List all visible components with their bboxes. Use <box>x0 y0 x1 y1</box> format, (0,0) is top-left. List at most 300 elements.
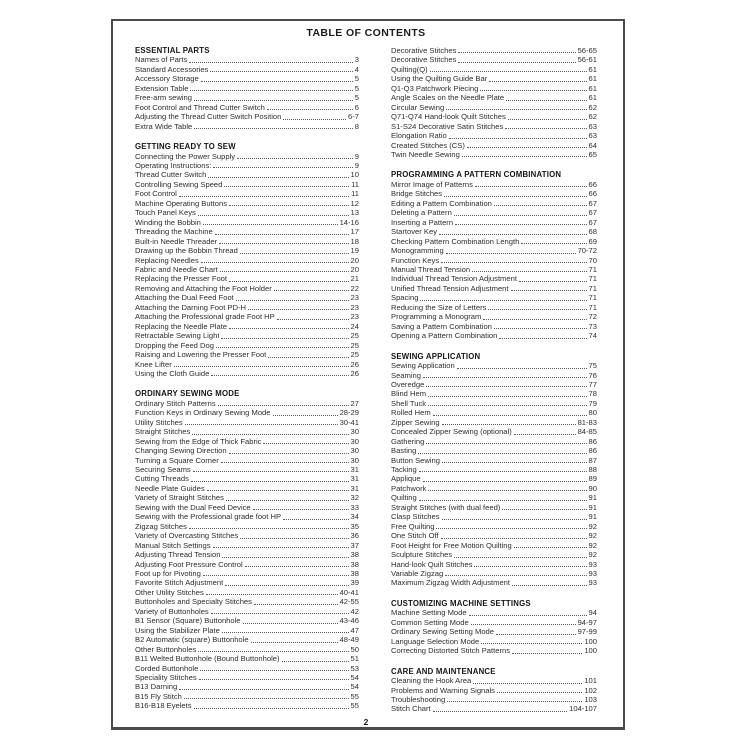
toc-entry-page: 71 <box>588 293 597 303</box>
toc-entry <box>135 664 359 673</box>
toc-entry-page: 66 <box>588 179 597 189</box>
toc-entry <box>391 608 597 617</box>
toc-entry-label: Using the Stabilizer Plate <box>135 625 220 635</box>
toc-entry-page: 69 <box>588 236 597 246</box>
toc-entry <box>135 531 359 540</box>
toc-entry-page: 14-16 <box>339 217 359 227</box>
toc-entry-label: Overedge <box>391 379 425 389</box>
toc-entry-label: Sewing with the Dual Feed Device <box>135 502 251 512</box>
dotted-leader <box>203 575 349 576</box>
toc-entry-label: Function Keys <box>391 255 440 265</box>
toc-entry <box>135 578 359 587</box>
section-header: SEWING APPLICATION <box>391 351 481 361</box>
toc-entry <box>391 550 597 559</box>
toc-entry <box>391 227 597 236</box>
toc-entry <box>391 569 597 578</box>
toc-entry <box>135 493 359 502</box>
toc-entry-page: 67 <box>588 208 597 218</box>
toc-entry-label: Maximum Zigzag Width Adjustment <box>391 578 511 588</box>
toc-entry-label: Variety of Overcasting Stitches <box>135 531 239 541</box>
toc-entry-page: 86 <box>588 446 597 456</box>
toc-entry-label: Extension Table <box>135 83 189 93</box>
toc-entry-label: Drawing up the Bobbin Thread <box>135 246 238 256</box>
toc-entry-page: 70 <box>588 255 597 265</box>
toc-entry <box>135 399 359 408</box>
toc-entry-label: B16-B18 Eyelets <box>135 701 192 711</box>
toc-entry <box>135 161 359 170</box>
toc-entry <box>135 484 359 493</box>
toc-entry <box>135 331 359 340</box>
toc-entry <box>391 618 597 627</box>
toc-entry <box>391 322 597 331</box>
dotted-leader <box>420 300 586 301</box>
dotted-leader <box>446 253 576 254</box>
toc-entry-label: Variety of Buttonholes <box>135 606 209 616</box>
toc-entry <box>391 541 597 550</box>
toc-entry-label: Needle Plate Guides <box>135 483 205 493</box>
dotted-leader <box>505 128 586 129</box>
dotted-leader <box>521 243 586 244</box>
dotted-leader <box>211 613 349 614</box>
toc-entry-page: 74 <box>588 331 597 341</box>
toc-entry-page: 70-72 <box>577 246 597 256</box>
toc-entry-label: Attaching the Professional grade Foot HP <box>135 312 275 322</box>
toc-entry-label: Ordinary Sewing Setting Mode <box>391 627 494 637</box>
toc-column-left <box>135 46 359 714</box>
toc-entry <box>391 503 597 512</box>
dotted-leader <box>191 481 349 482</box>
toc-entry-label: Replacing Needles <box>135 255 199 265</box>
toc-entry-page: 61 <box>588 64 597 74</box>
toc-entry <box>391 361 597 370</box>
toc-entry-label: Other Buttonholes <box>135 644 197 654</box>
dotted-leader <box>442 462 587 463</box>
dotted-leader <box>179 196 349 197</box>
toc-entry <box>391 256 597 265</box>
toc-entry-label: Gathering <box>391 436 425 446</box>
toc-entry-page: 101 <box>584 676 597 686</box>
toc-section <box>391 170 597 340</box>
toc-entry-label: Foot up for Pivoting <box>135 569 201 579</box>
toc-entry-label: Hand-look Quilt Stitches <box>391 559 473 569</box>
toc-entry-label: Adjusting the Thread Cutter Switch Position <box>135 112 282 122</box>
toc-entry-label: Knee Lifter <box>135 359 172 369</box>
toc-entry-label: Other Utility Stitches <box>135 587 204 597</box>
toc-entry-label: Blind Hem <box>391 389 427 399</box>
toc-section <box>391 46 597 159</box>
toc-entry-label: Foot Height for Free Motion Quilting <box>391 540 512 550</box>
toc-entry-page: 48-49 <box>339 635 359 645</box>
toc-entry-page: 23 <box>350 312 359 322</box>
toc-entry-label: Sewing with the Professional grade foot HP <box>135 512 282 522</box>
dotted-leader <box>458 52 575 53</box>
dotted-leader <box>229 205 349 206</box>
toc-entry-page: 18 <box>350 236 359 246</box>
toc-entry <box>391 293 597 302</box>
toc-entry-label: B11 Welted Buttonhole (Bound Buttonhole) <box>135 654 280 664</box>
dotted-leader <box>215 234 349 235</box>
toc-entry-page: 56-65 <box>577 46 597 55</box>
toc-entry-page: 76 <box>588 370 597 380</box>
toc-entry <box>391 437 597 446</box>
toc-entry-page: 23 <box>350 293 359 303</box>
toc-entry-page: 67 <box>588 198 597 208</box>
dotted-leader <box>442 424 576 425</box>
toc-entry-page: 86 <box>588 436 597 446</box>
toc-entry-label: Extra Wide Table <box>135 121 193 131</box>
toc-entry <box>135 170 359 179</box>
toc-section <box>135 389 359 710</box>
toc-entry <box>135 369 359 378</box>
dotted-leader <box>512 585 587 586</box>
toc-entry-page: 30 <box>350 436 359 446</box>
toc-entry-label: Using the Cloth Guide <box>135 368 210 378</box>
section-header: PROGRAMMING A PATTERN COMBINATION <box>391 170 562 180</box>
toc-entry-label: Basting <box>391 446 417 456</box>
dotted-leader <box>185 424 338 425</box>
toc-entry-page: 62 <box>588 112 597 122</box>
toc-entry-page: 75 <box>588 361 597 371</box>
dotted-leader <box>430 71 587 72</box>
dotted-leader <box>216 347 349 348</box>
dotted-leader <box>274 290 349 291</box>
toc-entry-label: Angle Scales on the Needle Plate <box>391 93 505 103</box>
toc-entry-page: 11 <box>351 179 359 189</box>
dotted-leader <box>194 128 353 129</box>
dotted-leader <box>211 375 348 376</box>
toc-entry-label: Foot Control and Thread Cutter Switch <box>135 102 265 112</box>
toc-entry-page: 92 <box>588 550 597 560</box>
dotted-leader <box>219 243 348 244</box>
toc-entry <box>135 418 359 427</box>
toc-entry <box>135 246 359 255</box>
dotted-leader <box>454 557 586 558</box>
dotted-leader <box>475 186 587 187</box>
dotted-leader <box>423 377 587 378</box>
toc-entry <box>391 122 597 131</box>
toc-entry-label: Q71-Q74 Hand-look Quilt Stitches <box>391 112 506 122</box>
toc-entry <box>135 654 359 663</box>
toc-entry-label: Attaching the Darning Foot PD-H <box>135 302 247 312</box>
toc-entry <box>135 303 359 312</box>
toc-entry-page: 93 <box>588 578 597 588</box>
toc-entry <box>391 686 597 695</box>
dotted-leader <box>433 711 567 712</box>
toc-entry-page: 81-83 <box>577 417 597 427</box>
toc-entry <box>135 550 359 559</box>
toc-entry <box>135 408 359 417</box>
toc-entry <box>391 474 597 483</box>
toc-entry-page: 40-41 <box>339 587 359 597</box>
toc-entry-label: Created Stitches (CS) <box>391 140 465 150</box>
toc-entry <box>135 284 359 293</box>
toc-entry-page: 26 <box>350 359 359 369</box>
toc-entry-page: 94-97 <box>577 617 597 627</box>
toc-entry-page: 77 <box>588 379 597 389</box>
toc-entry-label: Quilting <box>391 493 417 503</box>
toc-entry-page: 6 <box>354 102 359 112</box>
toc-entry <box>135 597 359 606</box>
toc-entry-label: Replacing the Needle Plate <box>135 321 228 331</box>
toc-entry-label: Zigzag Stitches <box>135 521 187 531</box>
dotted-leader <box>457 368 587 369</box>
toc-entry-page: 63 <box>588 131 597 141</box>
toc-entry <box>135 55 359 64</box>
toc-entry <box>135 569 359 578</box>
toc-entry <box>135 180 359 189</box>
toc-entry-page: 30 <box>350 446 359 456</box>
toc-entry-page: 30 <box>350 455 359 465</box>
toc-entry <box>391 389 597 398</box>
dotted-leader <box>179 689 348 690</box>
toc-entry-label: Dropping the Feed Dog <box>135 340 214 350</box>
toc-entry-page: 20 <box>350 255 359 265</box>
toc-entry-label: Manual Thread Tension <box>391 264 471 274</box>
toc-entry-page: 55 <box>350 701 359 711</box>
toc-entry <box>135 474 359 483</box>
toc-entry-label: Inserting a Pattern <box>391 217 454 227</box>
toc-entry <box>391 578 597 587</box>
toc-entry <box>135 65 359 74</box>
dotted-leader <box>194 100 353 101</box>
toc-entry <box>391 303 597 312</box>
dotted-leader <box>240 253 349 254</box>
toc-entry-label: Utility Stitches <box>135 417 183 427</box>
toc-columns <box>135 46 597 714</box>
toc-entry <box>391 312 597 321</box>
dotted-leader <box>483 319 586 320</box>
toc-entry-page: 32 <box>350 493 359 503</box>
toc-entry-page: 43-46 <box>339 616 359 626</box>
toc-entry <box>135 456 359 465</box>
dotted-leader <box>458 62 575 63</box>
toc-entry <box>391 627 597 636</box>
toc-entry-page: 53 <box>350 663 359 673</box>
toc-entry-label: Spacing <box>391 293 419 303</box>
toc-entry-page: 13 <box>350 208 359 218</box>
toc-entry-page: 51 <box>350 654 359 664</box>
dotted-leader <box>441 262 586 263</box>
toc-entry <box>135 560 359 569</box>
dotted-leader <box>449 138 587 139</box>
dotted-leader <box>282 661 349 662</box>
toc-entry <box>135 237 359 246</box>
toc-entry-page: 71 <box>588 264 597 274</box>
toc-entry <box>135 673 359 682</box>
toc-entry-label: Turning a Square Corner <box>135 455 219 465</box>
toc-entry-page: 10 <box>350 170 359 180</box>
toc-entry-page: 33 <box>350 502 359 512</box>
dotted-leader <box>471 624 576 625</box>
dotted-leader <box>254 604 338 605</box>
dotted-leader <box>514 434 576 435</box>
toc-entry-label: Thread Cutter Switch <box>135 170 207 180</box>
toc-entry <box>135 588 359 597</box>
toc-entry <box>391 150 597 159</box>
toc-entry-label: Favorite Stitch Adjustment <box>135 578 224 588</box>
toc-entry <box>391 141 597 150</box>
toc-entry-page: 73 <box>588 321 597 331</box>
toc-entry-page: 35 <box>350 521 359 531</box>
dotted-leader <box>189 62 352 63</box>
toc-entry <box>135 256 359 265</box>
toc-entry-label: Unified Thread Tension Adjustment <box>391 283 509 293</box>
toc-entry <box>391 418 597 427</box>
dotted-leader <box>497 692 582 693</box>
dotted-leader <box>222 557 348 558</box>
toc-entry-label: Straight Stitches (with dual feed) <box>391 502 501 512</box>
toc-entry-label: Troubleshooting <box>391 695 446 704</box>
toc-entry <box>391 131 597 140</box>
toc-entry-label: Circular Sewing <box>391 102 445 112</box>
toc-entry-label: Ordinary Stitch Patterns <box>135 398 216 408</box>
dotted-leader <box>220 271 349 272</box>
dotted-leader <box>473 683 582 684</box>
toc-entry-label: Adjusting Thread Tension <box>135 550 221 560</box>
toc-entry-page: 87 <box>588 455 597 465</box>
toc-entry-page: 39 <box>350 578 359 588</box>
dotted-leader <box>226 500 349 501</box>
dotted-leader <box>222 632 349 633</box>
toc-entry-label: Deleting a Pattern <box>391 208 452 218</box>
dotted-leader <box>441 538 587 539</box>
dotted-leader <box>419 471 587 472</box>
toc-entry <box>135 84 359 93</box>
toc-entry <box>391 93 597 102</box>
dotted-leader <box>428 396 587 397</box>
toc-entry <box>391 65 597 74</box>
toc-entry-page: 22 <box>350 283 359 293</box>
toc-entry-page: 90 <box>588 483 597 493</box>
toc-entry-page: 100 <box>584 636 597 646</box>
toc-entry <box>135 208 359 217</box>
toc-entry-label: Raising and Lowering the Presser Foot <box>135 350 267 360</box>
dotted-leader <box>496 634 576 635</box>
toc-entry <box>391 84 597 93</box>
toc-entry-label: Free-arm sewing <box>135 93 192 103</box>
page-title: TABLE OF CONTENTS <box>306 27 426 39</box>
dotted-leader <box>251 642 338 643</box>
toc-entry-label: Clasp Stitches <box>391 512 440 522</box>
toc-entry-label: Editing a Pattern Combination <box>391 198 492 208</box>
dotted-leader <box>194 708 349 709</box>
toc-entry-label: Threading the Machine <box>135 227 213 237</box>
toc-entry-page: 56-61 <box>577 55 597 65</box>
dotted-leader <box>193 471 349 472</box>
toc-entry-label: Opening a Pattern Combination <box>391 331 498 341</box>
dotted-leader <box>199 679 349 680</box>
toc-entry <box>391 237 597 246</box>
toc-entry <box>391 208 597 217</box>
dotted-leader <box>481 643 582 644</box>
toc-entry-page: 64 <box>588 140 597 150</box>
toc-entry-page: 31 <box>350 483 359 493</box>
toc-entry <box>391 456 597 465</box>
dotted-leader <box>243 623 338 624</box>
toc-entry-label: Variable Zigzag <box>391 569 444 579</box>
toc-entry <box>135 227 359 236</box>
toc-entry-page: 25 <box>350 350 359 360</box>
toc-entry-page: 68 <box>588 227 597 237</box>
toc-entry-page: 94 <box>588 608 597 618</box>
toc-entry-label: S1-S24 Decorative Satin Stitches <box>391 121 504 131</box>
toc-column-right <box>391 46 597 714</box>
dotted-leader <box>213 547 349 548</box>
toc-entry-label: Retractable Sewing Light <box>135 331 220 341</box>
section-header: CARE AND MAINTENANCE <box>391 666 496 676</box>
toc-entry-page: 93 <box>588 559 597 569</box>
toc-entry-page: 26 <box>350 368 359 378</box>
toc-entry <box>391 531 597 540</box>
toc-entry-label: Fabric and Needle Chart <box>135 264 218 274</box>
toc-entry-page: 50 <box>350 644 359 654</box>
dotted-leader <box>273 415 338 416</box>
toc-entry-label: Speciality Stitches <box>135 673 197 682</box>
toc-entry-page: 17 <box>350 227 359 237</box>
toc-entry <box>135 274 359 283</box>
toc-entry-label: Straight Stitches <box>135 427 191 437</box>
toc-entry-page: 28-29 <box>339 408 359 418</box>
toc-entry-label: Replacing the Presser Foot <box>135 274 228 284</box>
dotted-leader <box>442 519 587 520</box>
dotted-leader <box>198 651 348 652</box>
toc-entry <box>391 103 597 112</box>
toc-entry <box>391 55 597 64</box>
toc-entry-label: Tacking <box>391 465 417 475</box>
toc-entry-page: 61 <box>588 83 597 93</box>
dotted-leader <box>225 585 348 586</box>
toc-entry <box>135 93 359 102</box>
toc-entry-label: Attaching the Dual Feed Foot <box>135 293 234 303</box>
toc-entry <box>391 522 597 531</box>
dotted-leader <box>455 224 586 225</box>
toc-entry <box>391 112 597 121</box>
dotted-leader <box>206 594 338 595</box>
toc-entry-page: 71 <box>588 283 597 293</box>
dotted-leader <box>203 224 338 225</box>
dotted-leader <box>508 119 587 120</box>
toc-entry-page: 67 <box>588 217 597 227</box>
section-header: ESSENTIAL PARTS <box>135 46 210 55</box>
toc-entry-label: Securing Seams <box>135 465 191 475</box>
toc-entry <box>135 682 359 691</box>
toc-entry-label: Sculpture Stitches <box>391 550 453 560</box>
toc-entry <box>391 199 597 208</box>
dotted-leader <box>494 205 587 206</box>
toc-entry-label: Buttonholes and Specialty Stitches <box>135 597 252 607</box>
toc-entry-page: 31 <box>350 474 359 484</box>
dotted-leader <box>439 234 587 235</box>
dotted-leader <box>248 309 349 310</box>
toc-entry-page: 24 <box>350 321 359 331</box>
toc-entry-page: 42 <box>350 606 359 616</box>
toc-entry-page: 62 <box>588 102 597 112</box>
toc-entry <box>135 522 359 531</box>
dotted-leader <box>218 405 349 406</box>
toc-entry <box>135 616 359 625</box>
toc-entry <box>391 218 597 227</box>
toc-entry <box>135 341 359 350</box>
toc-entry <box>135 503 359 512</box>
dotted-leader <box>192 434 348 435</box>
dotted-leader <box>200 670 348 671</box>
toc-entry <box>135 293 359 302</box>
toc-entry-page: 8 <box>354 121 359 131</box>
toc-entry <box>135 626 359 635</box>
toc-entry-page: 5 <box>354 93 359 103</box>
toc-entry-label: Adjusting Foot Pressure Control <box>135 559 243 569</box>
toc-entry-label: Accessory Storage <box>135 74 199 84</box>
